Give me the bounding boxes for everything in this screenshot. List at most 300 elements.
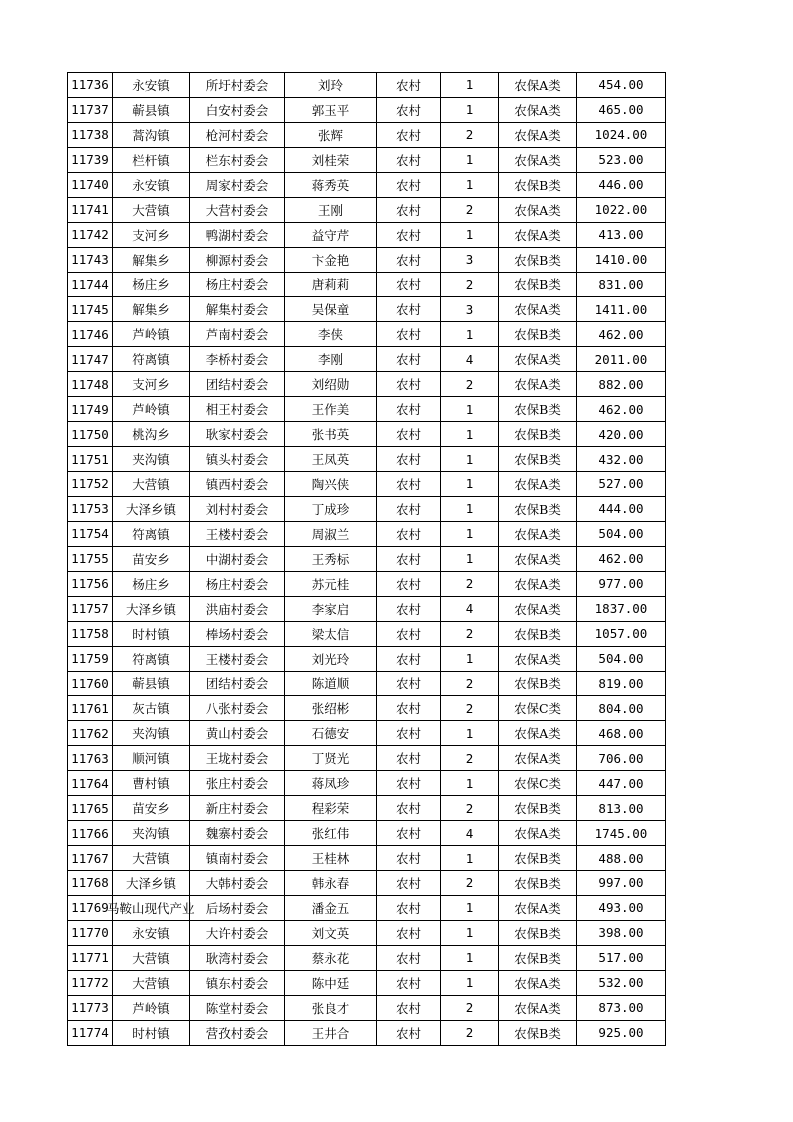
- table-row: [68, 422, 666, 447]
- town-cell: 大营镇: [113, 846, 190, 871]
- record-id-cell: 11763: [68, 746, 113, 771]
- insurance-category-cell: 农保A类: [499, 372, 577, 397]
- household-count-cell: 1: [441, 496, 499, 521]
- insurance-category-cell: 农保B类: [499, 397, 577, 422]
- village-committee-cell: 大韩村委会: [190, 871, 285, 896]
- insurance-category-cell: 农保B类: [499, 496, 577, 521]
- amount-cell: 446.00: [577, 172, 666, 197]
- household-count-cell: 1: [441, 222, 499, 247]
- table-row: [68, 222, 666, 247]
- amount-cell: 488.00: [577, 846, 666, 871]
- insurance-category-cell: 农保B类: [499, 1020, 577, 1045]
- insurance-category-cell: 农保B类: [499, 621, 577, 646]
- village-committee-cell: 营孜村委会: [190, 1020, 285, 1045]
- area-type-cell: 农村: [377, 945, 441, 970]
- person-name-cell: 蔡永花: [285, 945, 377, 970]
- amount-cell: 813.00: [577, 796, 666, 821]
- village-committee-cell: 棒场村委会: [190, 621, 285, 646]
- town-cell: 蒿沟镇: [113, 122, 190, 147]
- table-row: [68, 995, 666, 1020]
- household-count-cell: 4: [441, 596, 499, 621]
- household-count-cell: 2: [441, 272, 499, 297]
- amount-cell: 1057.00: [577, 621, 666, 646]
- area-type-cell: 农村: [377, 322, 441, 347]
- table-row: [68, 920, 666, 945]
- town-cell: 解集乡: [113, 247, 190, 272]
- town-cell: 支河乡: [113, 372, 190, 397]
- household-count-cell: 2: [441, 995, 499, 1020]
- insurance-category-cell: 农保B类: [499, 272, 577, 297]
- table-row: [68, 721, 666, 746]
- village-committee-cell: 王楼村委会: [190, 521, 285, 546]
- record-id-cell: 11774: [68, 1020, 113, 1045]
- household-count-cell: 1: [441, 846, 499, 871]
- amount-cell: 1410.00: [577, 247, 666, 272]
- insurance-category-cell: 农保C类: [499, 771, 577, 796]
- person-name-cell: 王井合: [285, 1020, 377, 1045]
- table-row: [68, 596, 666, 621]
- area-type-cell: 农村: [377, 347, 441, 372]
- amount-cell: 1022.00: [577, 197, 666, 222]
- household-count-cell: 3: [441, 297, 499, 322]
- village-committee-cell: 镇东村委会: [190, 970, 285, 995]
- area-type-cell: 农村: [377, 73, 441, 98]
- table-row: [68, 571, 666, 596]
- insurance-category-cell: 农保B类: [499, 920, 577, 945]
- person-name-cell: 吴保童: [285, 297, 377, 322]
- area-type-cell: 农村: [377, 397, 441, 422]
- household-count-cell: 1: [441, 172, 499, 197]
- person-name-cell: 李刚: [285, 347, 377, 372]
- area-type-cell: 农村: [377, 247, 441, 272]
- household-count-cell: 1: [441, 97, 499, 122]
- town-cell: 大泽乡镇: [113, 871, 190, 896]
- table-row: [68, 621, 666, 646]
- town-cell: 芦岭镇: [113, 397, 190, 422]
- person-name-cell: 王凤英: [285, 447, 377, 472]
- record-id-cell: 11766: [68, 821, 113, 846]
- table-row: [68, 671, 666, 696]
- insurance-category-cell: 农保B类: [499, 846, 577, 871]
- village-committee-cell: 团结村委会: [190, 671, 285, 696]
- table-row: [68, 1020, 666, 1045]
- town-cell: 蕲县镇: [113, 671, 190, 696]
- amount-cell: 454.00: [577, 73, 666, 98]
- village-committee-cell: 白安村委会: [190, 97, 285, 122]
- person-name-cell: 潘金五: [285, 895, 377, 920]
- amount-cell: 462.00: [577, 546, 666, 571]
- record-id-cell: 11743: [68, 247, 113, 272]
- household-count-cell: 3: [441, 247, 499, 272]
- table-row: [68, 546, 666, 571]
- household-count-cell: 1: [441, 646, 499, 671]
- table-row: [68, 821, 666, 846]
- village-committee-cell: 黄山村委会: [190, 721, 285, 746]
- record-id-cell: 11736: [68, 73, 113, 98]
- insurance-category-cell: 农保A类: [499, 73, 577, 98]
- person-name-cell: 卞金艳: [285, 247, 377, 272]
- record-id-cell: 11751: [68, 447, 113, 472]
- table-row: [68, 796, 666, 821]
- town-cell: 灰古镇: [113, 696, 190, 721]
- town-cell: 夹沟镇: [113, 721, 190, 746]
- record-id-cell: 11770: [68, 920, 113, 945]
- household-count-cell: 1: [441, 472, 499, 497]
- area-type-cell: 农村: [377, 472, 441, 497]
- amount-cell: 398.00: [577, 920, 666, 945]
- amount-cell: 413.00: [577, 222, 666, 247]
- area-type-cell: 农村: [377, 995, 441, 1020]
- person-name-cell: 张辉: [285, 122, 377, 147]
- town-cell: 符离镇: [113, 646, 190, 671]
- record-id-cell: 11757: [68, 596, 113, 621]
- person-name-cell: 张书英: [285, 422, 377, 447]
- village-committee-cell: 陈堂村委会: [190, 995, 285, 1020]
- person-name-cell: 刘光玲: [285, 646, 377, 671]
- record-id-cell: 11758: [68, 621, 113, 646]
- amount-cell: 462.00: [577, 397, 666, 422]
- area-type-cell: 农村: [377, 546, 441, 571]
- person-name-cell: 蒋凤珍: [285, 771, 377, 796]
- village-committee-cell: 鸭湖村委会: [190, 222, 285, 247]
- person-name-cell: 蒋秀英: [285, 172, 377, 197]
- amount-cell: 465.00: [577, 97, 666, 122]
- town-cell: 解集乡: [113, 297, 190, 322]
- village-committee-cell: 解集村委会: [190, 297, 285, 322]
- person-name-cell: 丁贤光: [285, 746, 377, 771]
- town-cell: 符离镇: [113, 347, 190, 372]
- household-count-cell: 1: [441, 970, 499, 995]
- record-id-cell: 11747: [68, 347, 113, 372]
- town-cell: 杨庄乡: [113, 272, 190, 297]
- insurance-category-cell: 农保A类: [499, 521, 577, 546]
- person-name-cell: 王秀标: [285, 546, 377, 571]
- town-cell: 符离镇: [113, 521, 190, 546]
- record-id-cell: 11753: [68, 496, 113, 521]
- area-type-cell: 农村: [377, 447, 441, 472]
- village-committee-cell: 镇头村委会: [190, 447, 285, 472]
- amount-cell: 432.00: [577, 447, 666, 472]
- insurance-category-cell: 农保B类: [499, 871, 577, 896]
- insurance-category-cell: 农保A类: [499, 995, 577, 1020]
- amount-cell: 997.00: [577, 871, 666, 896]
- town-cell: 时村镇: [113, 1020, 190, 1045]
- insurance-category-cell: 农保A类: [499, 821, 577, 846]
- person-name-cell: 陶兴侠: [285, 472, 377, 497]
- insurance-category-cell: 农保C类: [499, 696, 577, 721]
- record-id-cell: 11742: [68, 222, 113, 247]
- area-type-cell: 农村: [377, 596, 441, 621]
- area-type-cell: 农村: [377, 197, 441, 222]
- town-cell: 马鞍山现代产业: [113, 895, 190, 920]
- person-name-cell: 苏元桂: [285, 571, 377, 596]
- household-count-cell: 1: [441, 322, 499, 347]
- village-committee-cell: 所圩村委会: [190, 73, 285, 98]
- village-committee-cell: 镇西村委会: [190, 472, 285, 497]
- household-count-cell: 2: [441, 372, 499, 397]
- town-cell: 芦岭镇: [113, 322, 190, 347]
- person-name-cell: 刘文英: [285, 920, 377, 945]
- table-row: [68, 247, 666, 272]
- person-name-cell: 李家启: [285, 596, 377, 621]
- household-count-cell: 1: [441, 920, 499, 945]
- amount-cell: 1837.00: [577, 596, 666, 621]
- village-committee-cell: 栏东村委会: [190, 147, 285, 172]
- record-id-cell: 11768: [68, 871, 113, 896]
- town-cell: 曹村镇: [113, 771, 190, 796]
- household-count-cell: 1: [441, 397, 499, 422]
- person-name-cell: 周淑兰: [285, 521, 377, 546]
- area-type-cell: 农村: [377, 746, 441, 771]
- household-count-cell: 2: [441, 796, 499, 821]
- amount-cell: 1024.00: [577, 122, 666, 147]
- record-id-cell: 11762: [68, 721, 113, 746]
- household-count-cell: 1: [441, 447, 499, 472]
- village-committee-cell: 芦南村委会: [190, 322, 285, 347]
- household-count-cell: 2: [441, 1020, 499, 1045]
- roster-body: [68, 73, 666, 1046]
- area-type-cell: 农村: [377, 172, 441, 197]
- town-cell: 大泽乡镇: [113, 596, 190, 621]
- amount-cell: 523.00: [577, 147, 666, 172]
- record-id-cell: 11750: [68, 422, 113, 447]
- household-count-cell: 1: [441, 771, 499, 796]
- village-committee-cell: 王垅村委会: [190, 746, 285, 771]
- record-id-cell: 11737: [68, 97, 113, 122]
- record-id-cell: 11755: [68, 546, 113, 571]
- record-id-cell: 11754: [68, 521, 113, 546]
- village-committee-cell: 八张村委会: [190, 696, 285, 721]
- area-type-cell: 农村: [377, 571, 441, 596]
- record-id-cell: 11767: [68, 846, 113, 871]
- insurance-category-cell: 农保A类: [499, 97, 577, 122]
- area-type-cell: 农村: [377, 771, 441, 796]
- household-count-cell: 2: [441, 671, 499, 696]
- person-name-cell: 刘玲: [285, 73, 377, 98]
- household-count-cell: 1: [441, 521, 499, 546]
- table-row: [68, 846, 666, 871]
- area-type-cell: 农村: [377, 846, 441, 871]
- person-name-cell: 郭玉平: [285, 97, 377, 122]
- amount-cell: 468.00: [577, 721, 666, 746]
- insurance-category-cell: 农保A类: [499, 197, 577, 222]
- record-id-cell: 11759: [68, 646, 113, 671]
- area-type-cell: 农村: [377, 97, 441, 122]
- village-committee-cell: 洪庙村委会: [190, 596, 285, 621]
- table-row: [68, 970, 666, 995]
- insurance-category-cell: 农保A类: [499, 895, 577, 920]
- village-committee-cell: 张庄村委会: [190, 771, 285, 796]
- table-row: [68, 447, 666, 472]
- village-committee-cell: 刘村村委会: [190, 496, 285, 521]
- record-id-cell: 11760: [68, 671, 113, 696]
- amount-cell: 527.00: [577, 472, 666, 497]
- table-row: [68, 895, 666, 920]
- person-name-cell: 张红伟: [285, 821, 377, 846]
- area-type-cell: 农村: [377, 147, 441, 172]
- amount-cell: 504.00: [577, 646, 666, 671]
- table-row: [68, 646, 666, 671]
- insurance-category-cell: 农保A类: [499, 571, 577, 596]
- person-name-cell: 张良才: [285, 995, 377, 1020]
- insurance-category-cell: 农保A类: [499, 347, 577, 372]
- amount-cell: 1411.00: [577, 297, 666, 322]
- area-type-cell: 农村: [377, 821, 441, 846]
- amount-cell: 831.00: [577, 272, 666, 297]
- person-name-cell: 张绍彬: [285, 696, 377, 721]
- town-cell: 蕲县镇: [113, 97, 190, 122]
- amount-cell: 804.00: [577, 696, 666, 721]
- household-count-cell: 4: [441, 347, 499, 372]
- roster-table: [67, 72, 666, 1046]
- table-row: [68, 771, 666, 796]
- area-type-cell: 农村: [377, 496, 441, 521]
- insurance-category-cell: 农保A类: [499, 596, 577, 621]
- person-name-cell: 刘桂荣: [285, 147, 377, 172]
- record-id-cell: 11761: [68, 696, 113, 721]
- record-id-cell: 11769: [68, 895, 113, 920]
- table-row: [68, 397, 666, 422]
- town-cell: 夹沟镇: [113, 821, 190, 846]
- household-count-cell: 2: [441, 746, 499, 771]
- amount-cell: 462.00: [577, 322, 666, 347]
- area-type-cell: 农村: [377, 895, 441, 920]
- table-row: [68, 696, 666, 721]
- area-type-cell: 农村: [377, 920, 441, 945]
- insurance-category-cell: 农保A类: [499, 646, 577, 671]
- household-count-cell: 1: [441, 147, 499, 172]
- person-name-cell: 王刚: [285, 197, 377, 222]
- record-id-cell: 11748: [68, 372, 113, 397]
- area-type-cell: 农村: [377, 297, 441, 322]
- town-cell: 大营镇: [113, 945, 190, 970]
- area-type-cell: 农村: [377, 696, 441, 721]
- record-id-cell: 11739: [68, 147, 113, 172]
- table-row: [68, 472, 666, 497]
- area-type-cell: 农村: [377, 222, 441, 247]
- town-cell: 大营镇: [113, 197, 190, 222]
- record-id-cell: 11745: [68, 297, 113, 322]
- table-row: [68, 372, 666, 397]
- town-cell: 桃沟乡: [113, 422, 190, 447]
- area-type-cell: 农村: [377, 272, 441, 297]
- household-count-cell: 2: [441, 621, 499, 646]
- table-row: [68, 197, 666, 222]
- person-name-cell: 丁成珍: [285, 496, 377, 521]
- village-committee-cell: 镇南村委会: [190, 846, 285, 871]
- town-cell: 顺河镇: [113, 746, 190, 771]
- town-cell: 时村镇: [113, 621, 190, 646]
- area-type-cell: 农村: [377, 671, 441, 696]
- insurance-category-cell: 农保A类: [499, 746, 577, 771]
- household-count-cell: 4: [441, 821, 499, 846]
- village-committee-cell: 后场村委会: [190, 895, 285, 920]
- amount-cell: 447.00: [577, 771, 666, 796]
- table-row: [68, 73, 666, 98]
- record-id-cell: 11756: [68, 571, 113, 596]
- record-id-cell: 11744: [68, 272, 113, 297]
- insurance-category-cell: 农保B类: [499, 322, 577, 347]
- table-row: [68, 97, 666, 122]
- record-id-cell: 11773: [68, 995, 113, 1020]
- village-committee-cell: 周家村委会: [190, 172, 285, 197]
- insurance-category-cell: 农保A类: [499, 122, 577, 147]
- household-count-cell: 2: [441, 871, 499, 896]
- record-id-cell: 11746: [68, 322, 113, 347]
- amount-cell: 517.00: [577, 945, 666, 970]
- amount-cell: 532.00: [577, 970, 666, 995]
- insurance-category-cell: 农保A类: [499, 546, 577, 571]
- household-count-cell: 2: [441, 571, 499, 596]
- person-name-cell: 石德安: [285, 721, 377, 746]
- village-committee-cell: 王楼村委会: [190, 646, 285, 671]
- record-id-cell: 11738: [68, 122, 113, 147]
- town-cell: 大营镇: [113, 472, 190, 497]
- area-type-cell: 农村: [377, 621, 441, 646]
- table-row: [68, 322, 666, 347]
- insurance-category-cell: 农保B类: [499, 945, 577, 970]
- village-committee-cell: 枪河村委会: [190, 122, 285, 147]
- record-id-cell: 11772: [68, 970, 113, 995]
- town-cell: 杨庄乡: [113, 571, 190, 596]
- table-row: [68, 297, 666, 322]
- area-type-cell: 农村: [377, 422, 441, 447]
- person-name-cell: 益守芹: [285, 222, 377, 247]
- amount-cell: 873.00: [577, 995, 666, 1020]
- insurance-category-cell: 农保B类: [499, 422, 577, 447]
- village-committee-cell: 中湖村委会: [190, 546, 285, 571]
- amount-cell: 882.00: [577, 372, 666, 397]
- record-id-cell: 11764: [68, 771, 113, 796]
- table-row: [68, 496, 666, 521]
- insurance-category-cell: 农保B类: [499, 247, 577, 272]
- record-id-cell: 11752: [68, 472, 113, 497]
- household-count-cell: 1: [441, 546, 499, 571]
- insurance-category-cell: 农保B类: [499, 796, 577, 821]
- person-name-cell: 程彩荣: [285, 796, 377, 821]
- household-count-cell: 2: [441, 197, 499, 222]
- area-type-cell: 农村: [377, 372, 441, 397]
- household-count-cell: 1: [441, 721, 499, 746]
- household-count-cell: 1: [441, 73, 499, 98]
- amount-cell: 420.00: [577, 422, 666, 447]
- village-committee-cell: 魏寨村委会: [190, 821, 285, 846]
- area-type-cell: 农村: [377, 796, 441, 821]
- table-row: [68, 272, 666, 297]
- household-count-cell: 1: [441, 945, 499, 970]
- person-name-cell: 陈中廷: [285, 970, 377, 995]
- town-cell: 永安镇: [113, 73, 190, 98]
- table-row: [68, 172, 666, 197]
- amount-cell: 2011.00: [577, 347, 666, 372]
- amount-cell: 925.00: [577, 1020, 666, 1045]
- household-count-cell: 2: [441, 696, 499, 721]
- person-name-cell: 韩永春: [285, 871, 377, 896]
- village-committee-cell: 李桥村委会: [190, 347, 285, 372]
- insurance-category-cell: 农保A类: [499, 222, 577, 247]
- area-type-cell: 农村: [377, 521, 441, 546]
- town-cell: 大泽乡镇: [113, 496, 190, 521]
- village-committee-cell: 新庄村委会: [190, 796, 285, 821]
- household-count-cell: 2: [441, 122, 499, 147]
- person-name-cell: 刘绍勋: [285, 372, 377, 397]
- town-cell: 芦岭镇: [113, 995, 190, 1020]
- person-name-cell: 唐莉莉: [285, 272, 377, 297]
- village-committee-cell: 耿湾村委会: [190, 945, 285, 970]
- record-id-cell: 11740: [68, 172, 113, 197]
- area-type-cell: 农村: [377, 871, 441, 896]
- village-committee-cell: 柳源村委会: [190, 247, 285, 272]
